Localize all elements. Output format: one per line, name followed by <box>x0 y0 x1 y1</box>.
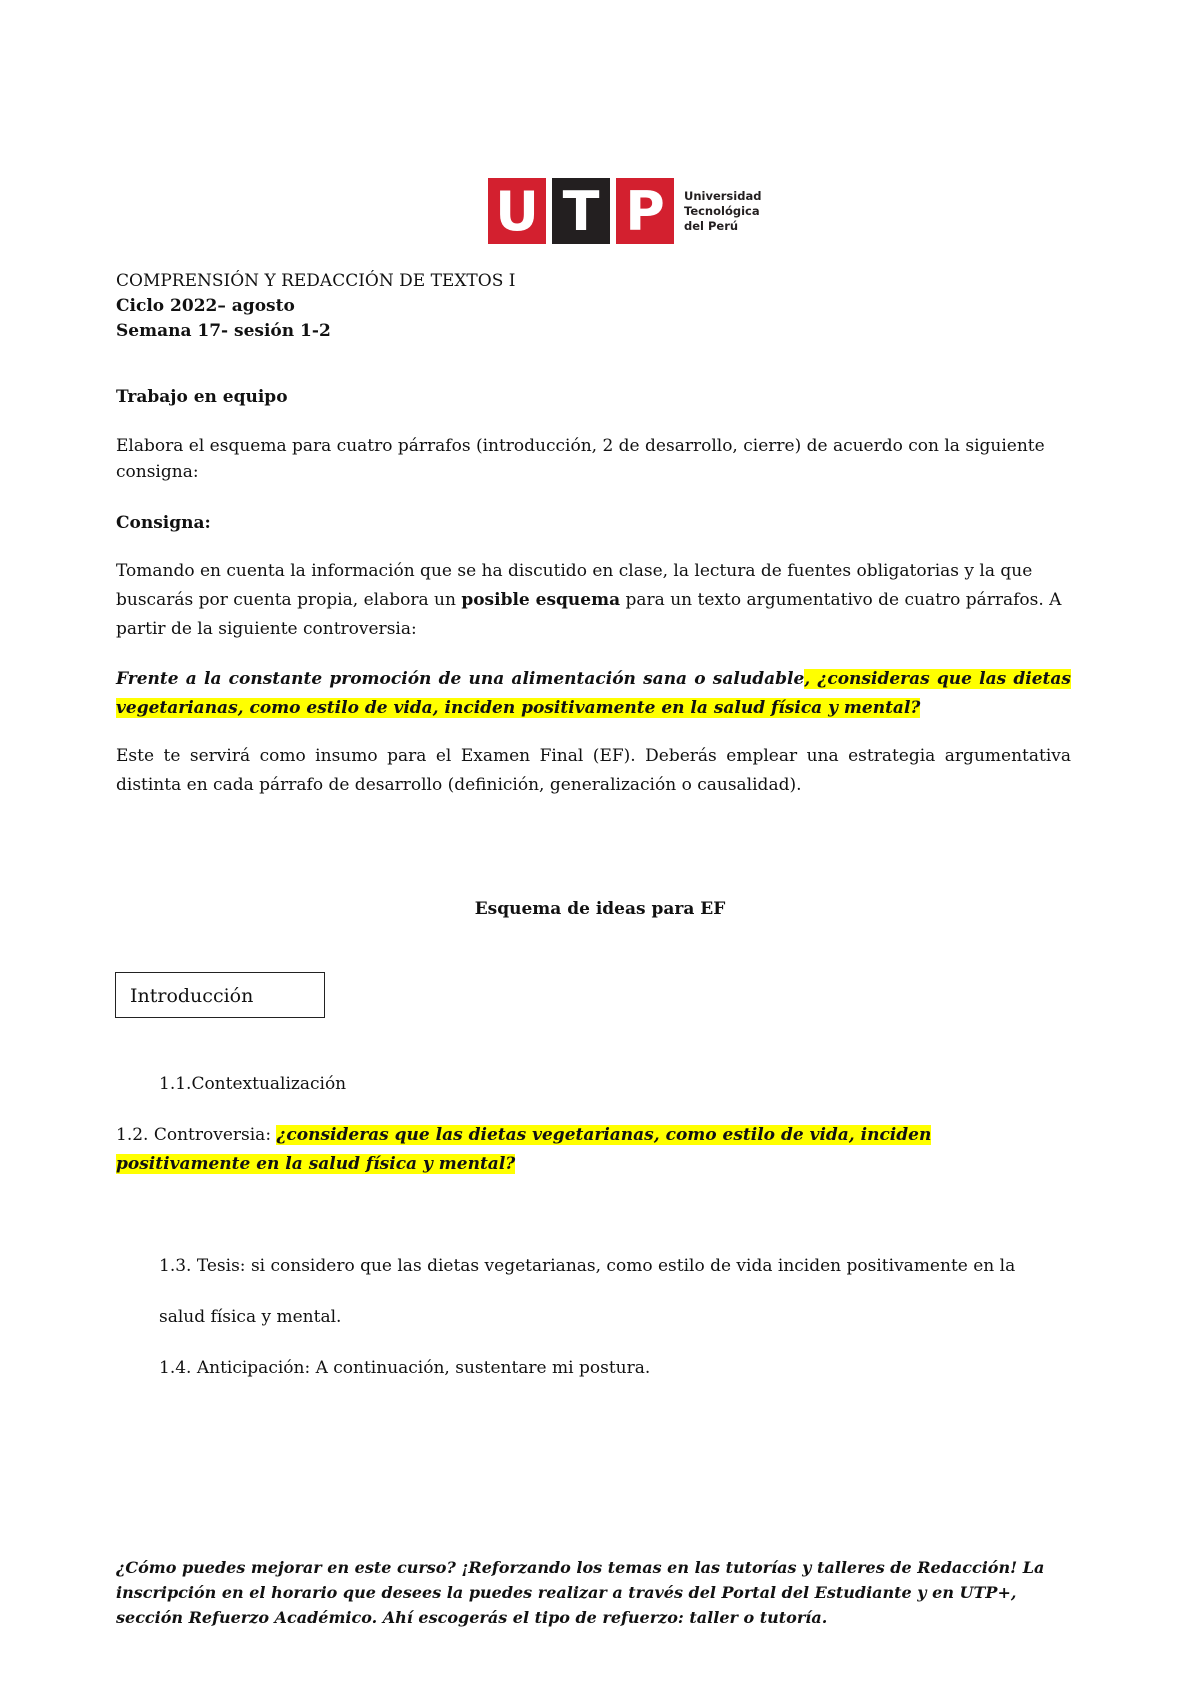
logo-letter-t: T <box>552 178 610 244</box>
item-contextualization: 1.1.Contextualización <box>159 1074 347 1094</box>
footer-note: ¿Cómo puedes mejorar en este curso? ¡Reforzando los temas en las tutorías y talleres de Redacción! La inscripción en el horario que desees la puedes realizar a través del Portal del Estudiante y en UTP+, sección Refuerzo Académico. Ahí escogerás el tipo de refuerzo: taller o tutoría. <box>116 1558 1045 1627</box>
cycle-line: Ciclo 2022– agosto <box>116 296 295 316</box>
course-title: COMPRENSIÓN Y REDACCIÓN DE TEXTOS I <box>116 271 516 291</box>
logo-letter-p: P <box>616 178 674 244</box>
note-paragraph: Este te servirá como insumo para el Examen Final (EF). Deberás emplear una estrategia argumentativa distinta en cada párrafo de desarrollo (definición, generalización o causalidad). <box>116 746 1071 795</box>
week-line: Semana 17- sesión 1-2 <box>116 321 331 341</box>
consigna-label: Consigna: <box>116 513 211 533</box>
instruction-paragraph: Elabora el esquema para cuatro párrafos (introducción, 2 de desarrollo, cierre) de acuerdo con la siguiente consigna: <box>116 436 1045 482</box>
controversy-paragraph: Frente a la constante promoción de una alimentación sana o saludable, ¿consideras que las dietas vegetarianas, como estilo de vida, inciden positivamente en la salud física y mental? <box>116 669 1071 718</box>
document-header <box>116 269 515 344</box>
item-thesis-line2: salud física y mental. <box>159 1307 342 1327</box>
logo-letter-u: U <box>488 178 546 244</box>
item-anticipation: 1.4. Anticipación: A continuación, sustentare mi postura. <box>159 1358 651 1378</box>
item-controversy: 1.2. Controversia: ¿consideras que las dietas vegetarianas, como estilo de vida, inciden positivamente en la salud física y mental? <box>116 1125 932 1174</box>
scheme-title: Esquema de ideas para EF <box>474 899 726 919</box>
consigna-paragraph: Tomando en cuenta la información que se ha discutido en clase, la lectura de fuentes obligatorias y la que buscarás por cuenta propia, elabora un posible esquema para un texto argumentativo de cuatro párrafos. A partir de la siguiente controversia: <box>116 561 1062 639</box>
item-thesis-line1: 1.3. Tesis: si considero que las dietas vegetarianas, como estilo de vida inciden positivamente en la <box>159 1256 1016 1276</box>
logo-university-name: Universidad Tecnológica del Perú <box>684 188 762 233</box>
utp-logo <box>488 178 761 244</box>
intro-box: Introducción <box>115 972 325 1018</box>
section-title: Trabajo en equipo <box>116 387 288 407</box>
